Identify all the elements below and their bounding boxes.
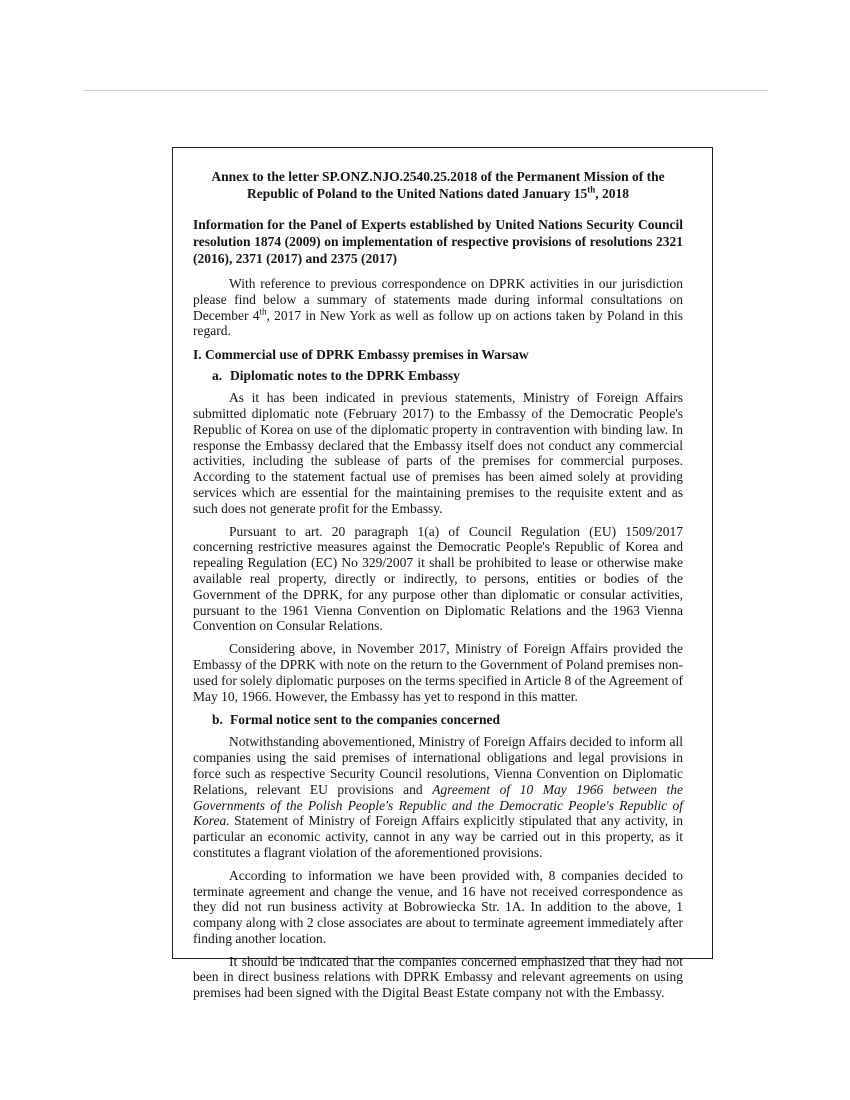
paragraph-b1-text: Notwithstanding abovementioned, Ministry of Foreign Affairs decided to inform all companies using the said premises of international obligations and legal provisions in force such as respective Security Council resolutions, Vienna Convention on Diplomatic Relations, relevant EU provisions and	[193, 734, 683, 797]
section-1-heading: I. Commercial use of DPRK Embassy premises in Warsaw	[193, 347, 529, 363]
agreement-title-italic: Agreement of 10 May 1966 between the Governments of the Polish People's Republic and the Democratic People's Republic of Korea.	[193, 781, 683, 829]
subsection-b-label: Formal notice sent to the companies concerned	[230, 712, 500, 728]
paragraph-b1-text-end: Statement of Ministry of Foreign Affairs explicitly stipulated that any activity, in particular an economic activity, cannot in any way be carried out in this property, as it constitutes a flagrant violation of the aforementioned provisions.	[193, 813, 683, 860]
letter-title-text: Annex to the letter SP.ONZ.NJO.2540.25.2018 of the Permanent Mission of the Republic of Poland to the United Nations dated January 15	[211, 169, 665, 201]
letter-title	[193, 168, 683, 202]
intro-text-end: , 2017 in New York as well as follow up on actions taken by Poland in this regard.	[193, 307, 683, 339]
subsection-a-label: Diplomatic notes to the DPRK Embassy	[230, 368, 460, 384]
paragraph-b2: According to information we have been provided with, 8 companies decided to terminate agreement and change the venue, and 16 have not received correspondence as they did not run business activity at Bobrowiecka Str. 1A. In addition to the above, 1 company along with 2 close associates are about to terminate agreement immediately after finding another location.	[193, 867, 683, 946]
subsection-a-heading	[212, 367, 683, 384]
letter-title-superscript: th	[587, 184, 596, 195]
information-heading: Information for the Panel of Experts established by United Nations Security Council resolution 1874 (2009) on implementation of respective provisions of resolutions 2321 (2016), 2371 (2017) and 2375 (2017)	[193, 217, 683, 266]
paragraph-a3: Considering above, in November 2017, Ministry of Foreign Affairs provided the Embassy of the DPRK with note on the return to the Government of Poland premises non-used for solely diplomatic purposes on the terms specified in Article 8 of the Agreement of May 10, 1966. However, the Embassy has yet to respond in this matter.	[193, 641, 684, 704]
paragraph-b1	[193, 734, 683, 860]
paragraph-a2: Pursuant to art. 20 paragraph 1(a) of Council Regulation (EU) 1509/2017 concerning restrictive measures against the Democratic People's Republic of Korea and repealing Regulation (EC) No 329/2007 it shall be prohibited to lease or otherwise make available real property, directly or indirectly, to persons, entities or bodies of the Government of the DPRK, for any purpose other than diplomatic or consular activities, pursuant to the 1961 Vienna Convention on Diplomatic Relations and the 1963 Vienna Convention on Consular Relations.	[193, 523, 683, 634]
intro-text: With reference to previous correspondence on DPRK activities in our jurisdiction please find below a summary of statements made during informal consultations on December 4	[193, 276, 683, 323]
subsection-b-heading	[212, 711, 683, 728]
paragraph-b3: It should be indicated that the companies concerned emphasized that they had not been in direct business relations with DPRK Embassy and relevant agreements on using premises had been signed with the Digital Beast Estate company not with the Embassy.	[193, 953, 683, 1001]
intro-superscript: th	[259, 306, 267, 317]
letter-title-year: , 2018	[595, 186, 629, 201]
intro-paragraph	[193, 276, 683, 339]
subsection-b-letter: b.	[212, 712, 223, 728]
document-page	[172, 147, 713, 1001]
paragraph-a1: As it has been indicated in previous statements, Ministry of Foreign Affairs submitted diplomatic note (February 2017) to the Embassy of the Democratic People's Republic of Korea on use of the diplomatic property in contravention with binding law. In response the Embassy declared that the Embassy itself does not conduct any commercial activities, including the sublease of parts of the premises for commercial purposes. According to the statement factual use of premises has been aimed solely at providing services which are essential for the maintaining premises to the requisite extent and as such does not generate profit for the Embassy.	[193, 390, 683, 516]
page-top-divider	[83, 90, 768, 91]
subsection-a-letter: a.	[212, 368, 223, 384]
